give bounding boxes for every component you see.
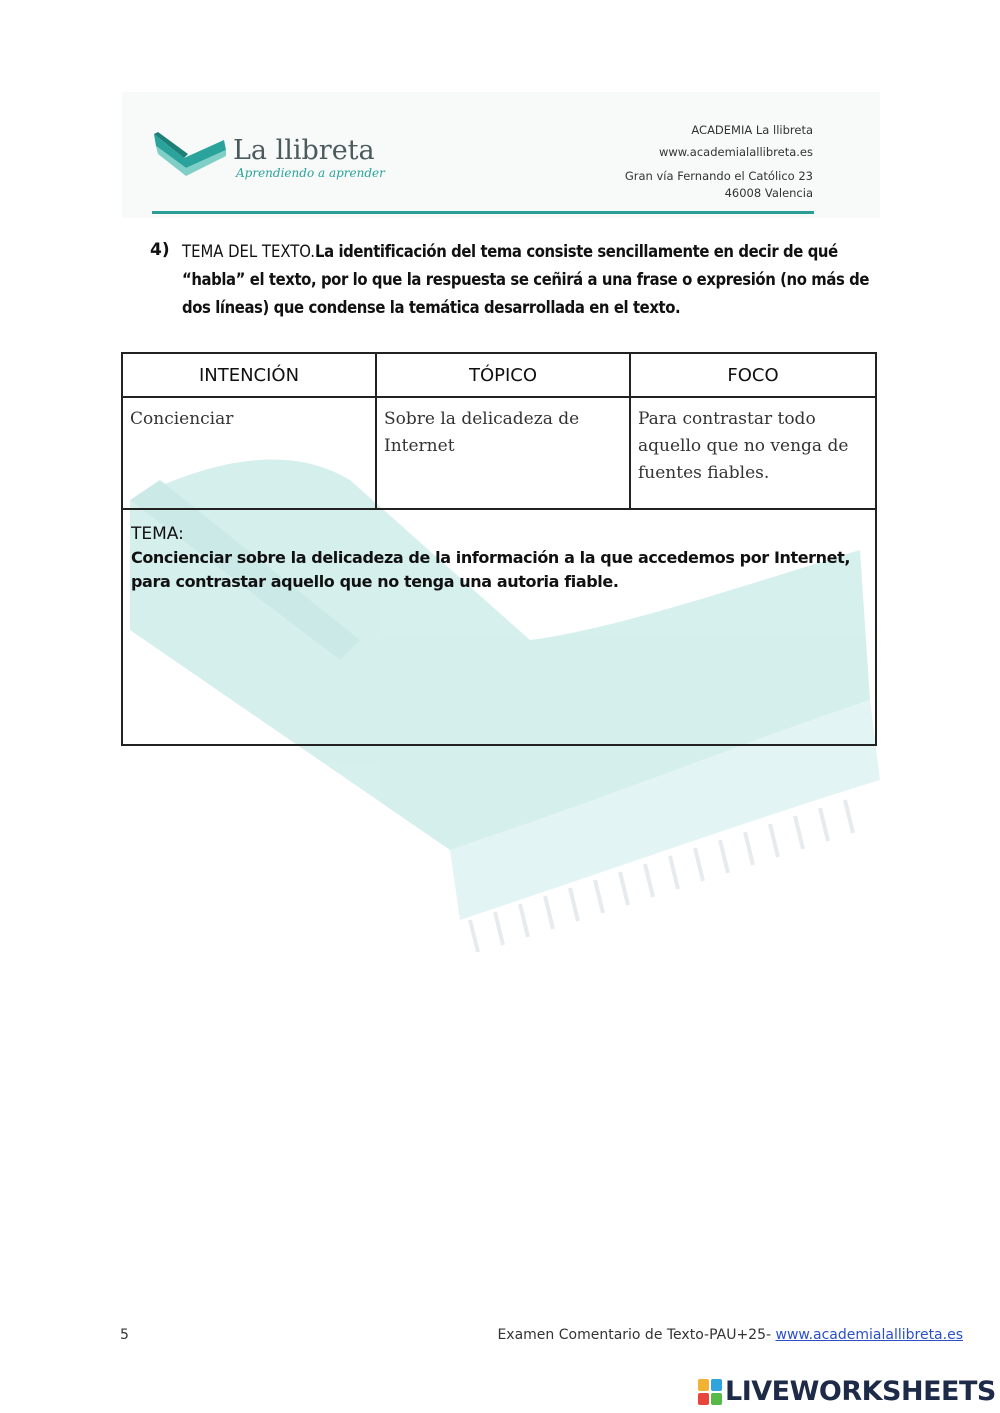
liveworksheets-badge-icon (698, 1379, 722, 1405)
tema-label: TEMA: (131, 524, 184, 544)
header-topico: TÓPICO (376, 353, 630, 397)
liveworksheets-logo (698, 1376, 996, 1407)
liveworksheets-name: LIVEWORKSHEETS (725, 1376, 996, 1407)
tema-answer: Concienciar sobre la delicadeza de la información a la que accedemos por Internet, para contrastar aquello que no tenga una autoria fiable. (131, 548, 851, 591)
page-number: 5 (120, 1327, 129, 1343)
header-divider (152, 211, 814, 214)
cell-foco: Para contrastar todo aquello que no venga de fuentes fiables. (630, 397, 876, 509)
cell-intencion: Concienciar (122, 397, 376, 509)
header-intencion: INTENCIÓN (122, 353, 376, 397)
academy-name: ACADEMIA La llibreta (691, 123, 813, 137)
footer-text (497, 1327, 963, 1343)
academy-website: www.academialallibreta.es (658, 145, 813, 159)
logo-title: La llibreta (233, 135, 375, 166)
question-number: 4) (150, 240, 170, 260)
book-logo-icon (150, 128, 230, 180)
tema-cell (122, 509, 876, 745)
address-line-2: 46008 Valencia (724, 186, 813, 200)
header-foco: FOCO (630, 353, 876, 397)
logo-tagline: Aprendiendo a aprender (236, 166, 385, 180)
footer-label: Examen Comentario de Texto-PAU+25- (497, 1327, 776, 1343)
question-text (182, 238, 882, 322)
question-body: La identificación del tema consiste sencillamente en decir de qué “habla” el texto, por lo que la respuesta se ceñirá a una frase o expresión (no más de dos líneas) que condense la temática desarrollada en el texto. (182, 242, 870, 317)
theme-table (121, 352, 877, 746)
footer-link[interactable]: www.academialallibreta.es (775, 1327, 963, 1343)
address-line-1: Gran vía Fernando el Católico 23 (624, 169, 813, 183)
question-lead: TEMA DEL TEXTO. (182, 242, 316, 261)
cell-topico: Sobre la delicadeza de Internet (376, 397, 630, 509)
